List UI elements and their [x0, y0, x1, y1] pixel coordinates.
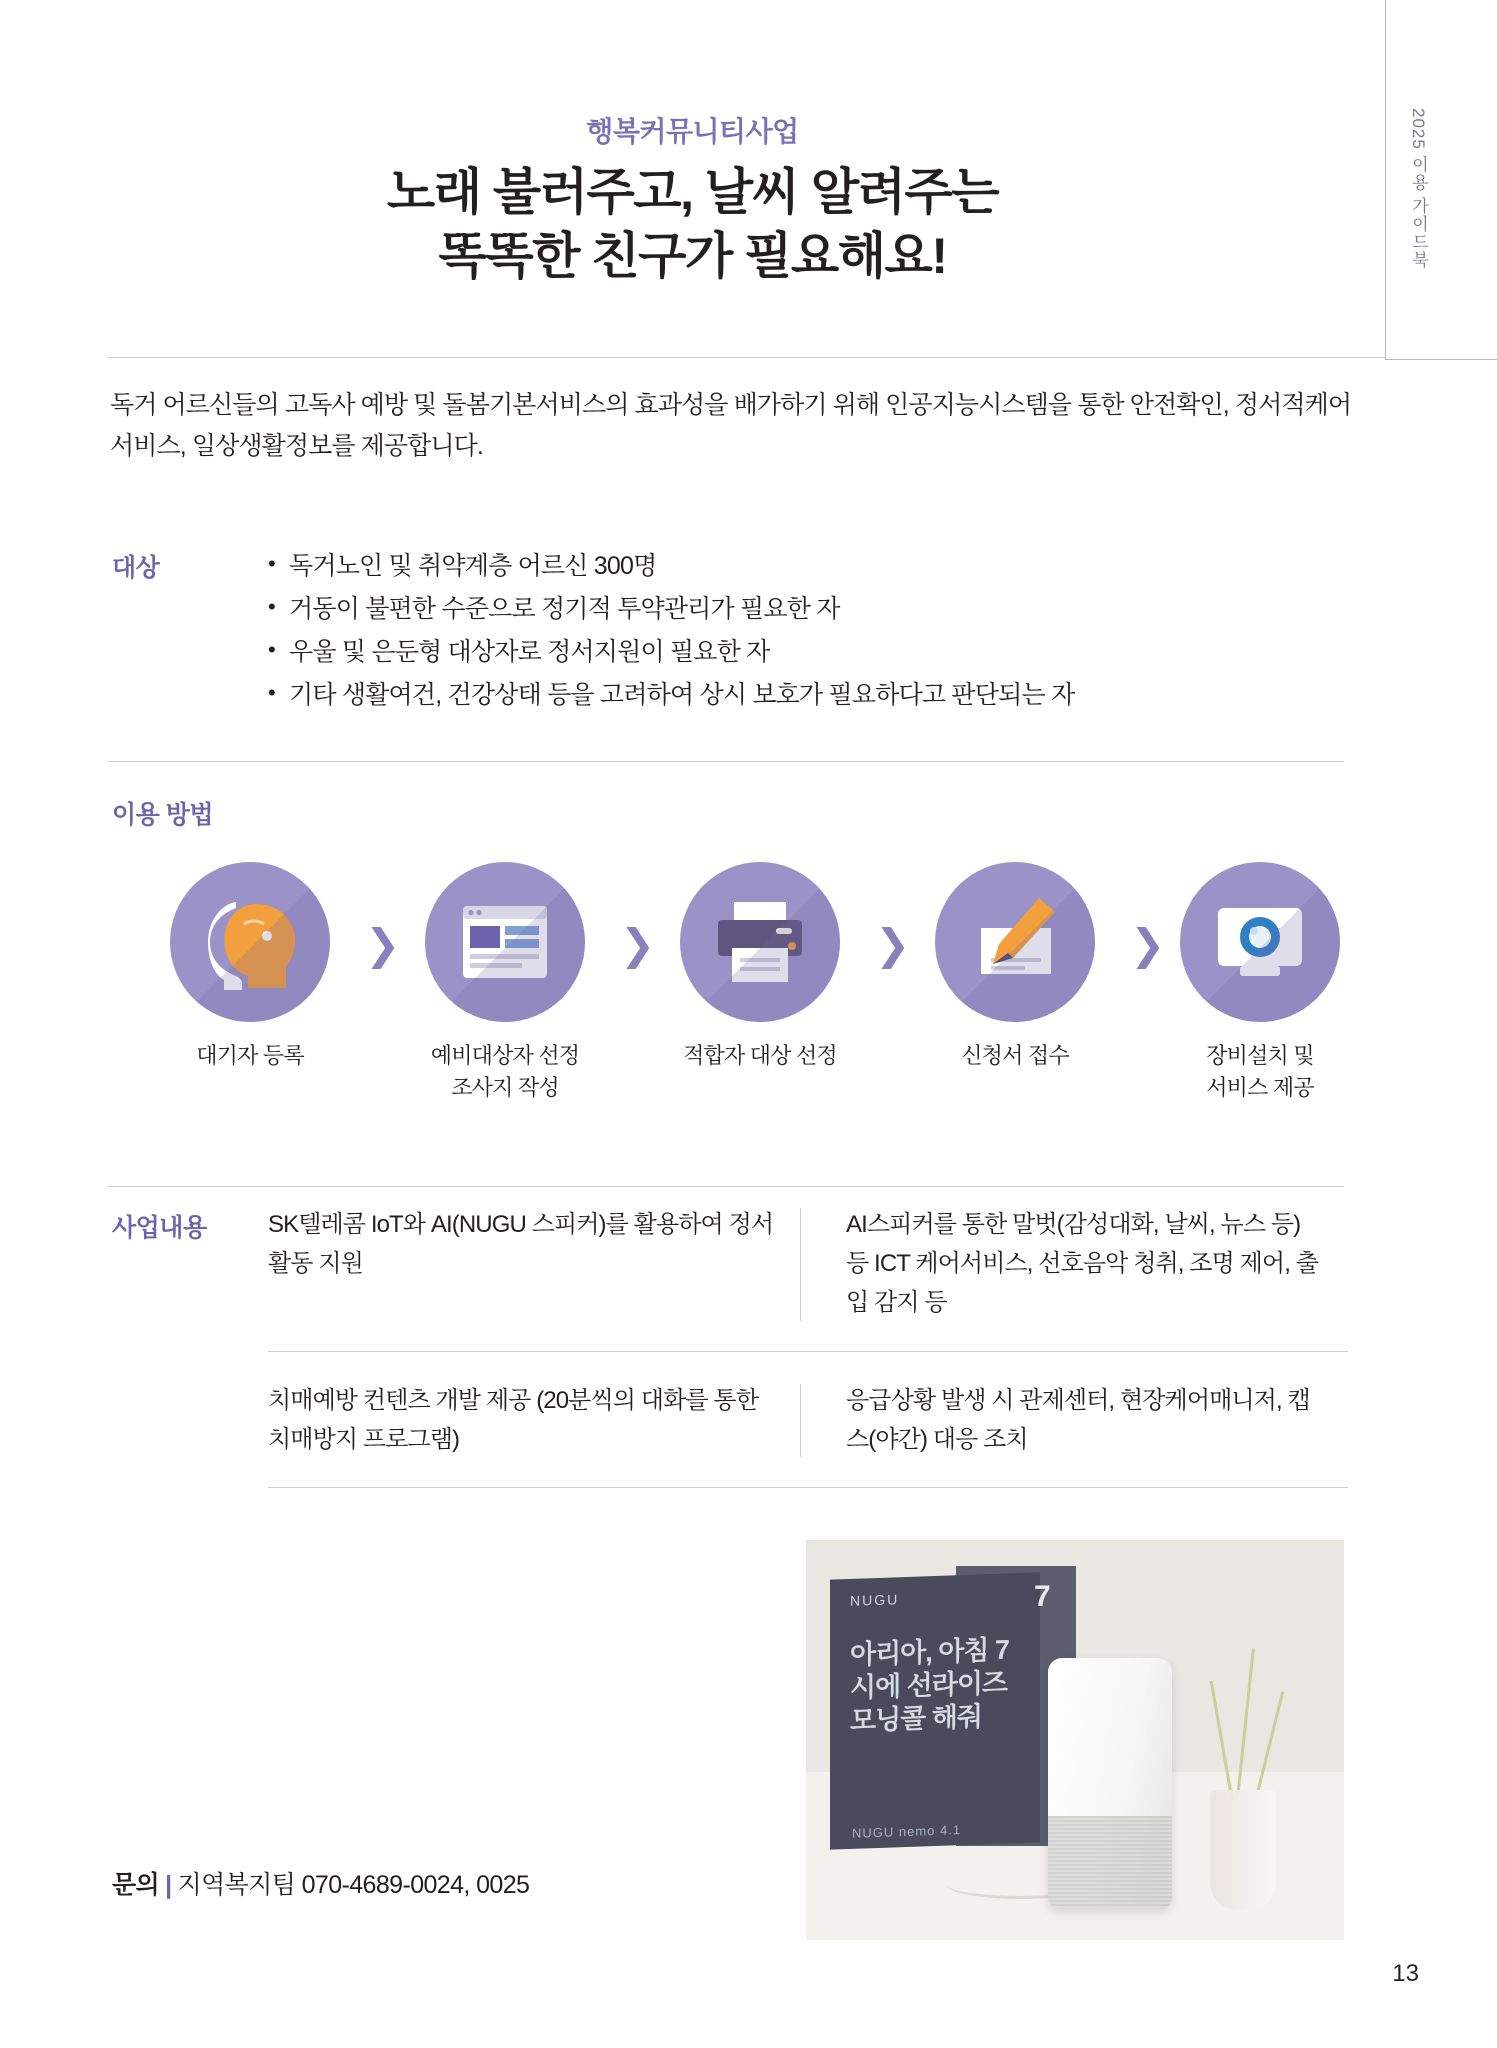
- list-item: • 독거노인 및 취약계층 어르신 300명: [268, 545, 1368, 588]
- header-divider: [108, 357, 1385, 358]
- page-title: [0, 160, 1385, 288]
- row-divider: [268, 1487, 1348, 1488]
- table-cell-right: 응급상황 발생 시 관제센터, 현장케어매니저, 캡스(야간) 대응 조치: [846, 1386, 1310, 1453]
- photo-package-text: 아리아, 아침 7시에 선라이즈 모닝콜 해줘: [850, 1634, 1009, 1736]
- howto-section-label: 이용 방법: [112, 801, 214, 829]
- page-title-line2: 똑똑한 친구가 필요해요!: [438, 228, 947, 284]
- target-section-label: 대상: [112, 554, 160, 582]
- content-section-label: 사업내용: [112, 1214, 207, 1242]
- contact-value: 지역복지팀 070-4689-0024, 0025: [177, 1871, 530, 1899]
- photo-package-number: 7: [1034, 1580, 1051, 1613]
- table-cell-left: 치매예방 컨텐츠 개발 제공 (20분씩의 대화를 통한 치매방지 프로그램): [268, 1386, 758, 1453]
- profile-head-icon: [170, 862, 330, 1022]
- flow-step-2-caption: [415, 1040, 595, 1104]
- list-item: • 거동이 불편한 수준으로 정기적 투약관리가 필요한 자: [268, 588, 1368, 631]
- content-table: [268, 1200, 1348, 1512]
- table-row: [268, 1200, 1348, 1329]
- howto-flow-diagram: [160, 862, 1350, 1142]
- chevron-right-icon-2: ❯: [620, 920, 656, 969]
- photo-vase: [1210, 1790, 1276, 1910]
- flow-step-5-caption: [1170, 1040, 1350, 1104]
- table-row: [268, 1376, 1348, 1466]
- flow-step-1-caption: [160, 1040, 340, 1072]
- contact-separator: |: [165, 1871, 172, 1899]
- column-divider: [800, 1384, 801, 1458]
- list-item: • 기타 생활여건, 건강상태 등을 고려하여 상시 보호가 필요하다고 판단되는 자: [268, 674, 1368, 717]
- column-divider: [800, 1208, 801, 1321]
- flow-step-4-caption: [925, 1040, 1105, 1072]
- side-tab-label: 2025 이용 가이드북: [1409, 108, 1428, 270]
- photo-speaker-mesh: [1048, 1816, 1172, 1908]
- photo-package-logo: NUGU: [850, 1591, 900, 1609]
- side-tab-horizontal-rule: [1385, 359, 1497, 360]
- flow-step-3-caption: [670, 1040, 850, 1072]
- device-camera-icon: [1180, 862, 1340, 1022]
- caption-line: 조사지 작성: [451, 1074, 559, 1100]
- section-eyebrow: 행복커뮤니티사업: [586, 116, 799, 147]
- caption-line: 신청서 접수: [961, 1043, 1069, 1068]
- chevron-right-icon-1: ❯: [365, 920, 401, 969]
- intro-paragraph: 독거 어르신들의 고독사 예방 및 돌봄기본서비스의 효과성을 배가하기 위해 인공지능시스템을 통한 안전확인, 정서적케어서비스, 일상생활정보를 제공합니다.: [110, 391, 1352, 461]
- row-divider: [268, 1351, 1348, 1352]
- page-title-line1: 노래 불러주고, 날씨 알려주는: [386, 164, 999, 220]
- flow-step-1: [160, 862, 340, 1072]
- page-number: 13: [1392, 1960, 1419, 1987]
- document-window-icon: [425, 862, 585, 1022]
- flow-step-2: [415, 862, 595, 1104]
- chevron-right-icon-3: ❯: [875, 920, 911, 969]
- caption-line: 예비대상자 선정: [430, 1043, 580, 1068]
- table-cell-left: SK텔레콤 IoT와 AI(NUGU 스피커)를 활용하여 정서활동 지원: [268, 1211, 774, 1277]
- printer-icon: [680, 862, 840, 1022]
- caption-line: 장비설치 및: [1206, 1043, 1314, 1068]
- flow-step-5: [1170, 862, 1350, 1104]
- caption-line: 서비스 제공: [1206, 1074, 1314, 1100]
- list-item: • 우울 및 은둔형 대상자로 정서지원이 필요한 자: [268, 631, 1368, 674]
- contact-line: [112, 1865, 529, 1901]
- flow-step-4: [925, 862, 1105, 1072]
- howto-section-divider: [108, 1186, 1344, 1187]
- caption-line: 적합자 대상 선정: [683, 1043, 837, 1068]
- table-cell-right: AI스피커를 통한 말벗(감성대화, 날씨, 뉴스 등) 등 ICT 케어서비스, 선호음악 청취, 조명 제어, 출입 감지 등: [846, 1211, 1319, 1316]
- caption-line: 대기자 등록: [196, 1043, 304, 1068]
- side-tab-vertical-rule: [1385, 0, 1386, 360]
- flow-step-3: [670, 862, 850, 1072]
- chevron-right-icon-4: ❯: [1130, 920, 1166, 969]
- pen-signature-icon: [935, 862, 1095, 1022]
- contact-label: 문의: [112, 1871, 160, 1899]
- product-photo: [806, 1540, 1344, 1940]
- photo-package-footer: NUGU nemo 4.1: [852, 1822, 962, 1841]
- target-section-divider: [108, 761, 1344, 762]
- target-list: [268, 545, 1368, 717]
- photo-ai-speaker: [1048, 1658, 1172, 1908]
